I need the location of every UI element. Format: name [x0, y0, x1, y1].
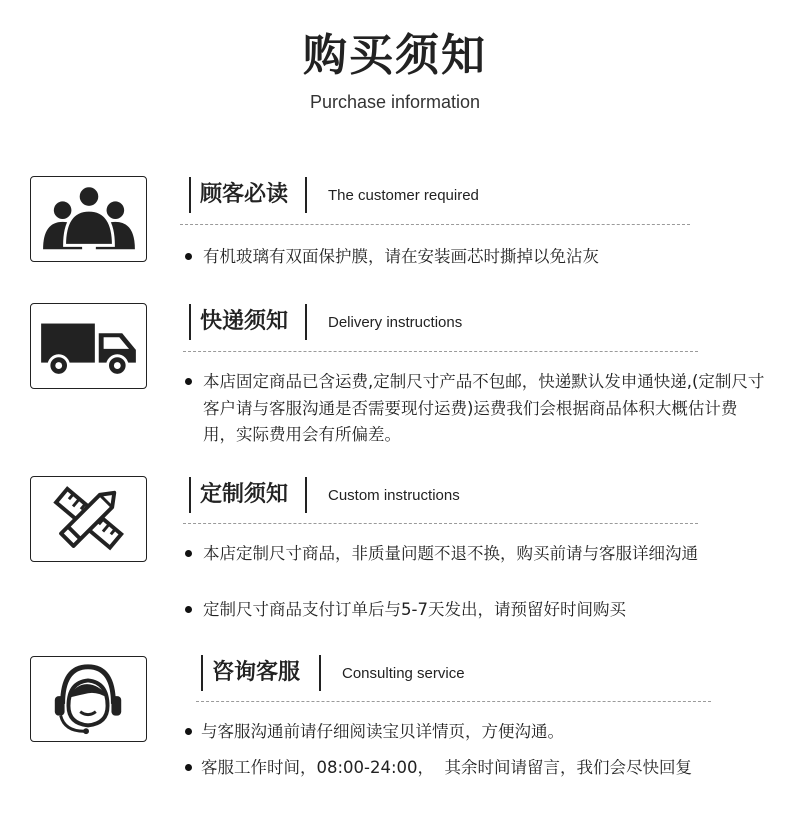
- section-1-title-en: The customer required: [328, 187, 479, 204]
- bullet-text: 本店固定商品已含运费,定制尺寸产品不包邮，快递默认发申通快递,(定制尺寸客户请与客服沟通是否需要现付运费)运费我们会根据商品体积大概估计费用，实际费用会有所偏差。: [203, 372, 765, 444]
- page-title: 购买须知: [303, 30, 487, 81]
- section-4-divider: [319, 655, 321, 691]
- section-3-divider: [305, 477, 307, 513]
- section-2-title-en: Delivery instructions: [328, 314, 463, 331]
- bullet-text: 与客服沟通前请仔细阅读宝贝详情页，方便沟通。: [201, 722, 564, 741]
- ruler-pencil-icon: [31, 477, 146, 561]
- section-3-title-cn: 定制须知: [200, 482, 289, 507]
- section-1-dashed-line: [180, 224, 690, 225]
- page-subtitle: Purchase information: [309, 92, 481, 112]
- bullet-text: 有机玻璃有双面保护膜，请在安装画芯时撕掉以免沾灰: [203, 247, 599, 266]
- section-4-title-cn: 咨询客服: [212, 660, 301, 685]
- people-icon: [31, 177, 146, 261]
- bullet-text: 定制尺寸商品支付订单后与5-7天发出，请预留好时间购买: [203, 600, 626, 619]
- bullet-dot: [185, 606, 192, 613]
- section-3-bar: [189, 477, 191, 513]
- section-1-title-cn: 顾客必读: [200, 182, 289, 207]
- section-2-bar: [189, 304, 191, 340]
- bullet-dot: [185, 764, 192, 771]
- bullet-dot: [185, 253, 192, 260]
- section-3-title-en: Custom instructions: [328, 487, 460, 504]
- section-4-title-en: Consulting service: [342, 665, 465, 682]
- ruler-pencil-icon-box: [30, 476, 147, 562]
- section-1-divider: [305, 177, 307, 213]
- headset-agent-icon-box: [30, 656, 147, 742]
- list-item: [185, 541, 715, 566]
- bullet-text: 本店定制尺寸商品，非质量问题不退不换，购买前请与客服详细沟通: [203, 544, 698, 563]
- list-item: [185, 597, 765, 622]
- section-1-bar: [189, 177, 191, 213]
- list-item: [185, 719, 745, 744]
- bullet-text: 客服工作时间，08:00-24:00， 其余时间请留言，我们会尽快回复: [201, 758, 693, 777]
- section-3-dashed-line: [183, 523, 698, 524]
- list-item: [185, 244, 745, 269]
- section-2-divider: [305, 304, 307, 340]
- section-4-bar: [201, 655, 203, 691]
- bullet-dot: [185, 550, 192, 557]
- headset-agent-icon: [31, 657, 146, 741]
- truck-icon-box: [30, 303, 147, 389]
- section-4-dashed-line: [196, 701, 711, 702]
- list-item: [185, 755, 785, 780]
- section-2-title-cn: 快递须知: [200, 309, 289, 334]
- list-item: [185, 369, 770, 449]
- bullet-dot: [185, 378, 192, 385]
- truck-icon: [31, 304, 146, 388]
- bullet-dot: [185, 728, 192, 735]
- people-icon-box: [30, 176, 147, 262]
- section-2-dashed-line: [183, 351, 698, 352]
